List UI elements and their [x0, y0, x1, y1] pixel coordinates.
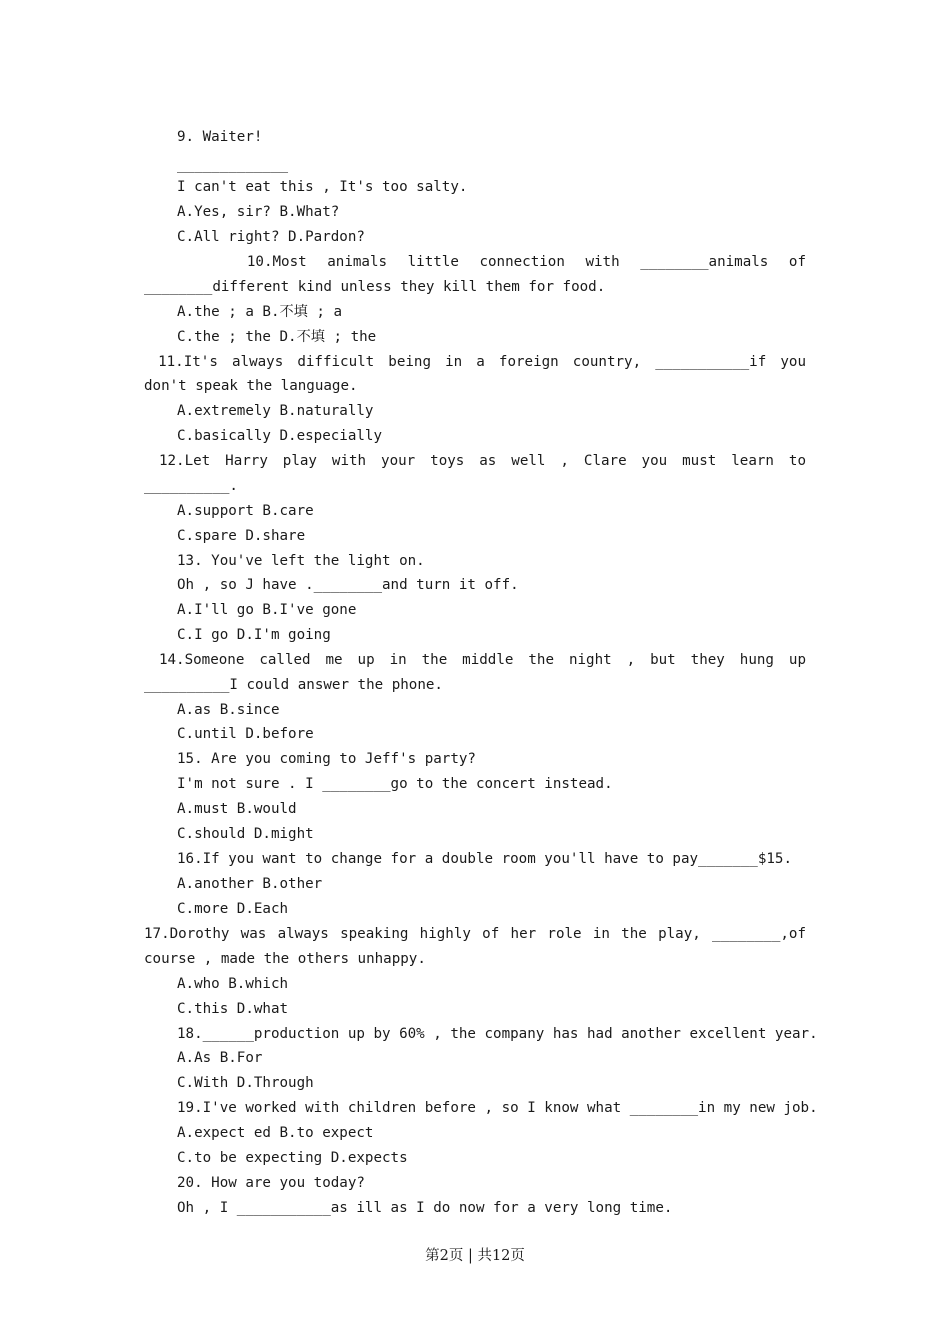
question-text: Oh , so J have .________and turn it off. — [177, 577, 519, 593]
question-12-stem: 12.Let Harry play with your toys as well , Clare you must learn to — [144, 453, 806, 469]
question-16-stem: 16.If you want to change for a double room you'll have to pay_______$15. — [177, 851, 792, 867]
option-line: C.this D.what — [177, 1001, 289, 1017]
answer-blank: _____________ — [177, 157, 289, 173]
option-line: A.the ; a B.不填 ; a — [177, 304, 343, 320]
question-text: ________different kind unless they kill them for food. — [144, 279, 606, 295]
question-13-stem: 13. You've left the light on. — [177, 553, 425, 569]
option-line: A.As B.For — [177, 1050, 263, 1066]
option-line: C.With D.Through — [177, 1075, 314, 1091]
question-19-stem: 19.I've worked with children before , so I know what ________in my new job. — [177, 1100, 818, 1116]
question-text: __________I could answer the phone. — [144, 677, 443, 693]
option-line: C.more D.Each — [177, 901, 289, 917]
question-18-stem: 18.______production up by 60% , the company has had another excellent year. — [177, 1026, 818, 1042]
question-text: Oh , I ___________as ill as I do now for a very long time. — [177, 1200, 673, 1216]
option-line: C.All right? D.Pardon? — [177, 229, 365, 245]
option-line: A.extremely B.naturally — [177, 403, 374, 419]
question-9-stem: 9. Waiter! — [177, 129, 263, 145]
option-line: C.until D.before — [177, 726, 314, 742]
question-text: __________. — [144, 478, 238, 494]
option-line: A.Yes, sir? B.What? — [177, 204, 340, 220]
question-17-stem: 17.Dorothy was always speaking highly of her role in the play, ________,of — [144, 926, 806, 942]
option-line: C.the ; the D.不填 ; the — [177, 329, 377, 345]
page-footer: 第2页 | 共12页 — [425, 1248, 525, 1264]
option-line: A.expect ed B.to expect — [177, 1125, 374, 1141]
question-14-stem: 14.Someone called me up in the middle the night , but they hung up — [144, 652, 806, 668]
option-line: A.who B.which — [177, 976, 289, 992]
option-line: C.I go D.I'm going — [177, 627, 331, 643]
question-text: I can't eat this , It's too salty. — [177, 179, 468, 195]
option-line: A.another B.other — [177, 876, 323, 892]
option-line: C.basically D.especially — [177, 428, 382, 444]
question-text: I'm not sure . I ________go to the concert instead. — [177, 776, 613, 792]
question-text: course , made the others unhappy. — [144, 951, 426, 967]
question-20-stem: 20. How are you today? — [177, 1175, 365, 1191]
question-text: don't speak the language. — [144, 378, 358, 394]
question-10-stem: 10.Most animals little connection with ________animals of — [144, 254, 806, 270]
option-line: A.I'll go B.I've gone — [177, 602, 357, 618]
option-line: C.to be expecting D.expects — [177, 1150, 408, 1166]
option-line: A.must B.would — [177, 801, 297, 817]
option-line: A.as B.since — [177, 702, 280, 718]
question-11-stem: 11.It's always difficult being in a foreign country, ___________if you — [144, 354, 806, 370]
question-15-stem: 15. Are you coming to Jeff's party? — [177, 751, 476, 767]
option-line: A.support B.care — [177, 503, 314, 519]
option-line: C.should D.might — [177, 826, 314, 842]
option-line: C.spare D.share — [177, 528, 306, 544]
